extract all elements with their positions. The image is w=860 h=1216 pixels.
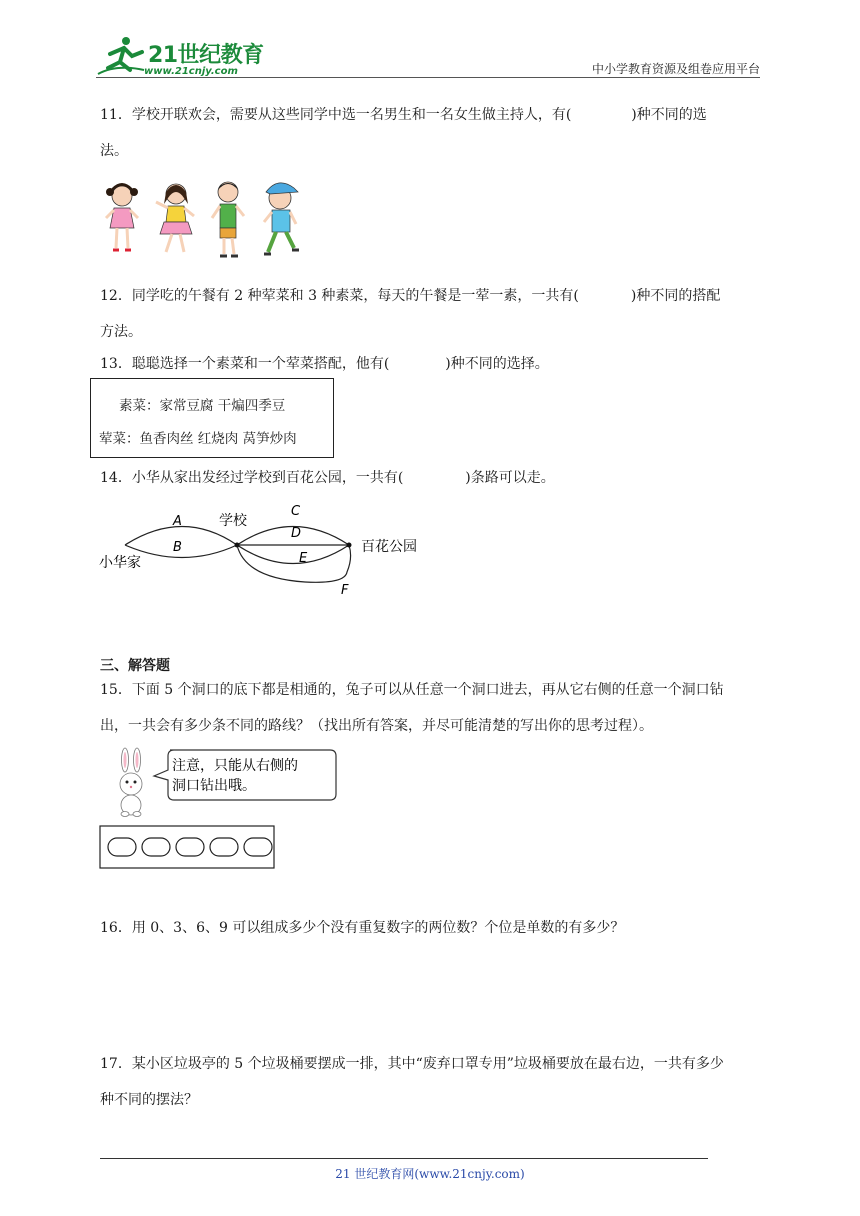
hole-1 [108, 838, 136, 856]
footer-text[interactable]: 21 世纪教育网(www.21cnjy.com) [335, 1167, 525, 1181]
boy-1-icon [212, 182, 244, 256]
question-11 [100, 97, 762, 169]
park-node [347, 543, 352, 548]
question-12 [100, 278, 762, 350]
q11-text: 11．学校开联欢会，需要从这些同学中选一名男生和一名女生做主持人，有( [100, 107, 572, 123]
route-label-f: F [341, 583, 349, 598]
logo-url: www.21cnjy.com [144, 66, 238, 77]
q15-text-line1: 15．下面 5 个洞口的底下都是相通的，兔子可以从任意一个洞口进去，再从它右侧的任意一个洞口钻 [100, 682, 724, 698]
q12-text-end: )种不同的搭配 [630, 288, 721, 304]
question-14 [100, 460, 762, 496]
runner-logo-icon [96, 34, 148, 78]
logo [96, 34, 266, 78]
footer-divider [100, 1158, 708, 1159]
hole-5 [244, 838, 272, 856]
park-label: 百花公园 [361, 539, 417, 555]
q12-text-line2: 方法。 [100, 324, 142, 340]
header-platform-text: 中小学教育资源及组卷应用平台 [591, 62, 760, 76]
meat-dishes: 荤菜：鱼香肉丝 红烧肉 莴笋炒肉 [99, 431, 297, 447]
route-label-c: C [291, 504, 301, 519]
q17-text-line2: 种不同的摆法？ [100, 1092, 198, 1108]
bubble-text-line1: 注意，只能从右侧的 [172, 758, 298, 774]
header-divider [96, 77, 760, 78]
route-e-path [237, 545, 349, 564]
boy-2-icon [264, 183, 299, 254]
home-label: 小华家 [99, 555, 141, 571]
q14-text-end: )条路可以走。 [465, 470, 555, 486]
route-label-d: D [291, 526, 302, 541]
question-15 [100, 672, 762, 744]
q11-text-end: )种不同的选 [631, 107, 707, 123]
q14-text: 14．小华从家出发经过学校到百花公园，一共有( [100, 470, 404, 486]
children-illustration [100, 178, 310, 264]
q17-text-line1: 17．某小区垃圾亭的 5 个垃圾桶要摆成一排，其中“废弃口罩专用”垃圾桶要放在最右边，一共有多少 [100, 1056, 724, 1072]
school-label: 学校 [219, 513, 247, 529]
rabbit-holes-illustration [98, 746, 340, 872]
menu-box [90, 378, 334, 458]
bubble-text-line2: 洞口钻出哦。 [172, 778, 256, 794]
q13-text-end: )种不同的选择。 [445, 356, 549, 372]
q15-text-line2: 出，一共会有多少条不同的路线？（找出所有答案，并尽可能清楚的写出你的思考过程）。 [100, 718, 653, 734]
q16-text: 16．用 0、3、6、9 可以组成多少个没有重复数字的两位数？个位是单数的有多少？ [100, 920, 625, 936]
hole-2 [142, 838, 170, 856]
girl-1-icon [106, 183, 138, 250]
rabbit-icon [120, 748, 142, 817]
route-label-b: B [173, 540, 182, 555]
route-label-e: E [299, 551, 308, 566]
question-16 [100, 910, 762, 946]
route-label-a: A [173, 514, 182, 529]
route-diagram [95, 498, 440, 602]
page-header [96, 30, 760, 80]
girl-2-icon [156, 184, 194, 252]
logo-text: 21世纪教育 [148, 43, 264, 68]
q13-text: 13．聪聪选择一个素菜和一个荤菜搭配，他有( [100, 356, 390, 372]
section-heading: 三、解答题 [100, 658, 170, 674]
hole-3 [176, 838, 204, 856]
question-17 [100, 1046, 762, 1118]
hole-4 [210, 838, 238, 856]
question-13 [100, 346, 762, 382]
q12-text: 12．同学吃的午餐有 2 种荤菜和 3 种素菜，每天的午餐是一荤一素，一共有( [100, 288, 579, 304]
school-node [235, 543, 240, 548]
q11-text-line2: 法。 [100, 143, 128, 159]
vegetable-dishes: 素菜：家常豆腐 干煸四季豆 [119, 398, 286, 414]
